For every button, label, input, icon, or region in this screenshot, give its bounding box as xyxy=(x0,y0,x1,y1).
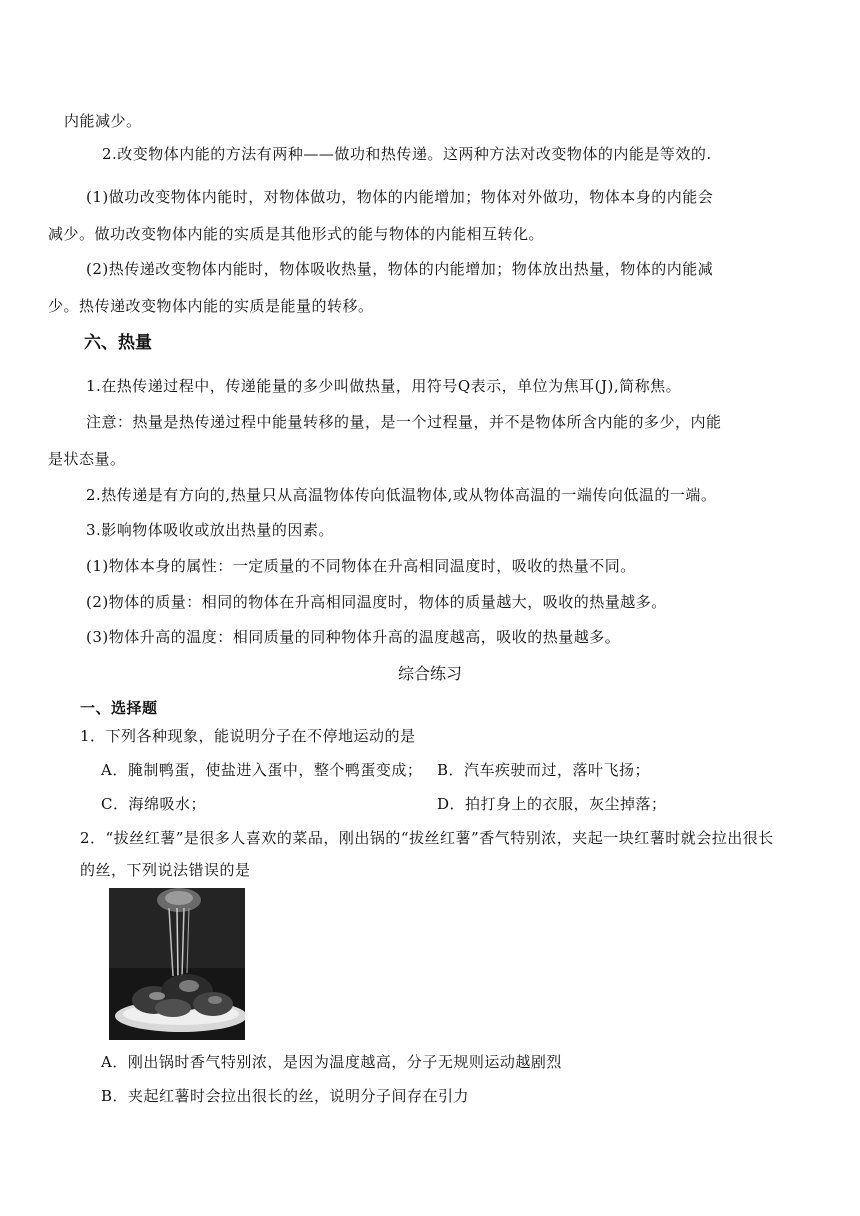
section-heading-heat: 六、热量 xyxy=(84,333,152,353)
question-1-option-b: B．汽车疾驶而过，落叶飞扬； xyxy=(437,761,651,779)
paragraph-heat-direction: 2.热传递是有方向的,热量只从高温物体传向低温物体,或从物体高温的一端传向低温的一端。 xyxy=(86,486,717,504)
practice-section-heading: 一、选择题 xyxy=(80,699,158,717)
paragraph-work-a: (1)做功改变物体内能时，对物体做功，物体的内能增加；物体对外做功，物体本身的内能会 xyxy=(86,188,714,206)
question-1-stem: 1．下列各种现象，能说明分子在不停地运动的是 xyxy=(80,727,416,745)
question-1-option-d: D．拍打身上的衣服，灰尘掉落； xyxy=(437,795,667,813)
paragraph-heat-transfer-a: (2)热传递改变物体内能时，物体吸收热量，物体的内能增加；物体放出热量，物体的内能减 xyxy=(86,260,714,278)
question-2-stem-b: 的丝，下列说法错误的是 xyxy=(80,861,251,879)
note-a: 注意：热量是热传递过程中能量转移的量，是一个过程量，并不是物体所含内能的多少，内能 xyxy=(86,413,722,431)
paragraph-heat-transfer-b: 少。热传递改变物体内能的实质是能量的转移。 xyxy=(48,297,374,315)
question-2-option-b: B．夹起红薯时会拉出很长的丝，说明分子间存在引力 xyxy=(101,1087,470,1105)
question-2-option-a: A．刚出锅时香气特别浓，是因为温度越高，分子无规则运动越剧烈 xyxy=(101,1053,562,1071)
question-1-option-c: C．海绵吸水； xyxy=(101,795,206,813)
practice-title: 综合练习 xyxy=(397,664,462,683)
paragraph-heat-definition: 1.在热传递过程中，传递能量的多少叫做热量，用符号Q表示，单位为焦耳(J),简称焦。 xyxy=(86,377,682,395)
factor-1: (1)物体本身的属性：一定质量的不同物体在升高相同温度时，吸收的热量不同。 xyxy=(86,557,636,575)
factor-3: (3)物体升高的温度：相同质量的同种物体升高的温度越高，吸收的热量越多。 xyxy=(86,628,621,646)
note-b: 是状态量。 xyxy=(48,450,126,468)
question-2-stem-a: 2．“拔丝红薯”是很多人喜欢的菜品，刚出锅的“拔丝红薯”香气特别浓，夹起一块红薯时就会拉出很长 xyxy=(80,829,774,847)
paragraph-work-b: 减少。做功改变物体内能的实质是其他形式的能与物体的内能相互转化。 xyxy=(48,225,545,243)
paragraph-methods: 2.改变物体内能的方法有两种——做功和热传递。这两种方法对改变物体的内能是等效的. xyxy=(102,145,712,163)
sweet-potato-photo-graphic xyxy=(109,888,245,1040)
question-1-option-a: A．腌制鸭蛋，使盐进入蛋中，整个鸭蛋变成； xyxy=(101,761,423,779)
factor-2: (2)物体的质量：相同的物体在升高相同温度时，物体的质量越大，吸收的热量越多。 xyxy=(86,593,667,611)
sweet-potato-photo xyxy=(109,888,245,1040)
text-line: 内能减少。 xyxy=(64,112,142,130)
paragraph-factors: 3.影响物体吸收或放出热量的因素。 xyxy=(86,521,334,539)
